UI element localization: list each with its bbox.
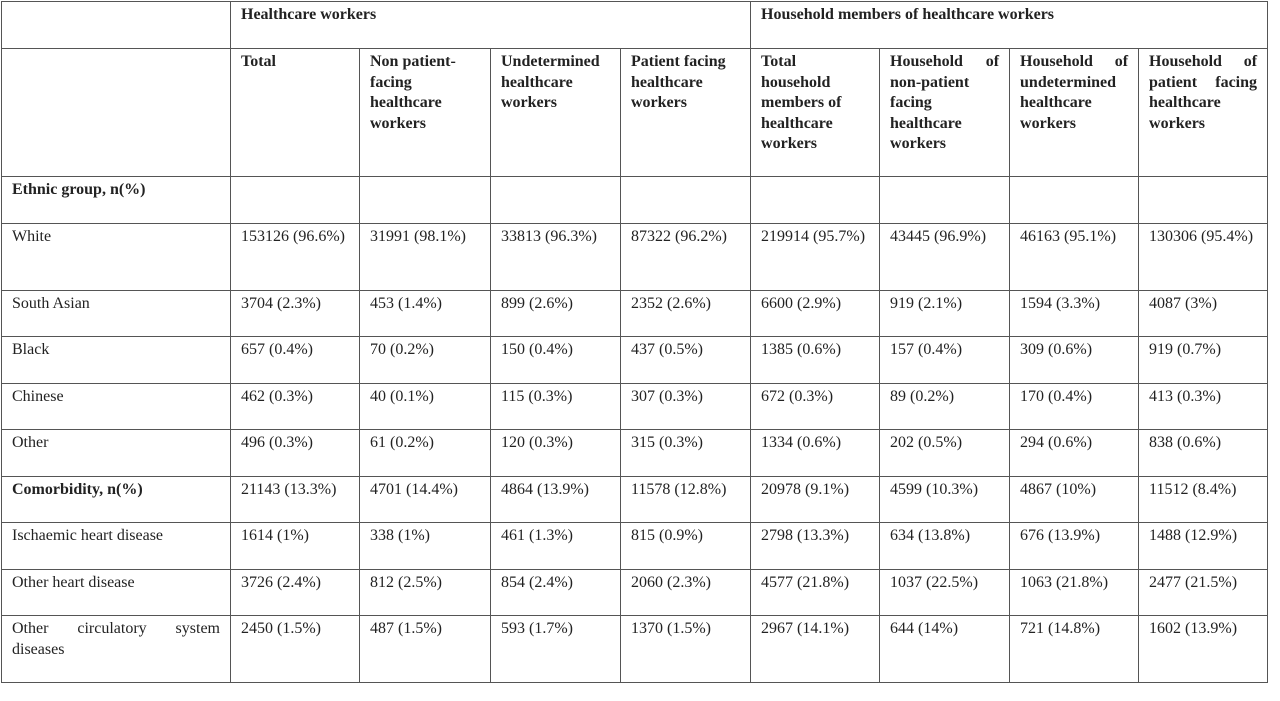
column-header: Household of patient facing healthcare workers: [1139, 49, 1268, 177]
table-cell: 1334 (0.6%): [751, 430, 880, 477]
column-header: Non patient-facing healthcare workers: [360, 49, 491, 177]
table-cell: 20978 (9.1%): [751, 477, 880, 523]
table-cell: 153126 (96.6%): [231, 224, 360, 291]
table-cell: 115 (0.3%): [491, 384, 621, 430]
row-label: Black: [2, 337, 231, 384]
table-cell: 838 (0.6%): [1139, 430, 1268, 477]
empty-cell: [621, 177, 751, 224]
table-cell: 437 (0.5%): [621, 337, 751, 384]
empty-cell: [880, 177, 1010, 224]
corner-cell: [2, 2, 231, 49]
table-row: [2, 291, 1268, 337]
table-cell: 40 (0.1%): [360, 384, 491, 430]
table-cell: 453 (1.4%): [360, 291, 491, 337]
table-cell: 919 (2.1%): [880, 291, 1010, 337]
table-cell: 2967 (14.1%): [751, 616, 880, 683]
table-cell: 1488 (12.9%): [1139, 523, 1268, 570]
row-label: Other circulatory system diseases: [2, 616, 231, 683]
table-cell: 413 (0.3%): [1139, 384, 1268, 430]
table-cell: 657 (0.4%): [231, 337, 360, 384]
table-cell: 919 (0.7%): [1139, 337, 1268, 384]
table-cell: 634 (13.8%): [880, 523, 1010, 570]
section-label: Comorbidity, n(%): [2, 477, 231, 523]
table-cell: 4864 (13.9%): [491, 477, 621, 523]
table-cell: 219914 (95.7%): [751, 224, 880, 291]
table-row: [2, 337, 1268, 384]
group-header-row: [2, 2, 1268, 49]
table-cell: 89 (0.2%): [880, 384, 1010, 430]
table-cell: 43445 (96.9%): [880, 224, 1010, 291]
section-row-ethnic-group: [2, 177, 1268, 224]
table-cell: 1614 (1%): [231, 523, 360, 570]
table-cell: 1385 (0.6%): [751, 337, 880, 384]
table-cell: 721 (14.8%): [1010, 616, 1139, 683]
table-cell: 461 (1.3%): [491, 523, 621, 570]
column-header: Total household members of healthcare workers: [751, 49, 880, 177]
row-label: South Asian: [2, 291, 231, 337]
table-cell: 87322 (96.2%): [621, 224, 751, 291]
table-cell: 487 (1.5%): [360, 616, 491, 683]
table-cell: 307 (0.3%): [621, 384, 751, 430]
row-label: Ischaemic heart disease: [2, 523, 231, 570]
column-header: Household of undetermined healthcare workers: [1010, 49, 1139, 177]
table-cell: 338 (1%): [360, 523, 491, 570]
table-cell: 315 (0.3%): [621, 430, 751, 477]
table-cell: 1594 (3.3%): [1010, 291, 1139, 337]
column-header: Patient facing healthcare workers: [621, 49, 751, 177]
table-cell: 1370 (1.5%): [621, 616, 751, 683]
group-header-household-members: Household members of healthcare workers: [751, 2, 1268, 49]
table-row: [2, 570, 1268, 616]
table-cell: 3704 (2.3%): [231, 291, 360, 337]
column-header: Household of non-patient facing healthcare workers: [880, 49, 1010, 177]
table-cell: 46163 (95.1%): [1010, 224, 1139, 291]
empty-cell: [491, 177, 621, 224]
table-row: [2, 430, 1268, 477]
table-cell: 1063 (21.8%): [1010, 570, 1139, 616]
column-header-label: [2, 49, 231, 177]
table-cell: 593 (1.7%): [491, 616, 621, 683]
table-cell: 6600 (2.9%): [751, 291, 880, 337]
table-cell: 11578 (12.8%): [621, 477, 751, 523]
column-header: Undetermined healthcare workers: [491, 49, 621, 177]
table-cell: 3726 (2.4%): [231, 570, 360, 616]
table-cell: 854 (2.4%): [491, 570, 621, 616]
table-row: [2, 224, 1268, 291]
table-cell: 130306 (95.4%): [1139, 224, 1268, 291]
table-cell: 496 (0.3%): [231, 430, 360, 477]
row-label: Chinese: [2, 384, 231, 430]
table-row: [2, 523, 1268, 570]
table-cell: 2798 (13.3%): [751, 523, 880, 570]
group-header-healthcare-workers: Healthcare workers: [231, 2, 751, 49]
table-cell: 2477 (21.5%): [1139, 570, 1268, 616]
row-label: Other: [2, 430, 231, 477]
table-cell: 2060 (2.3%): [621, 570, 751, 616]
table-cell: 4867 (10%): [1010, 477, 1139, 523]
table-cell: 2450 (1.5%): [231, 616, 360, 683]
table-cell: 812 (2.5%): [360, 570, 491, 616]
empty-cell: [1010, 177, 1139, 224]
table-cell: 899 (2.6%): [491, 291, 621, 337]
section-label: Ethnic group, n(%): [2, 177, 231, 224]
table-cell: 644 (14%): [880, 616, 1010, 683]
table-cell: 61 (0.2%): [360, 430, 491, 477]
table-row: [2, 384, 1268, 430]
table-cell: 462 (0.3%): [231, 384, 360, 430]
table-cell: 120 (0.3%): [491, 430, 621, 477]
table-cell: 21143 (13.3%): [231, 477, 360, 523]
table-cell: 2352 (2.6%): [621, 291, 751, 337]
table-cell: 4577 (21.8%): [751, 570, 880, 616]
empty-cell: [751, 177, 880, 224]
table-cell: 294 (0.6%): [1010, 430, 1139, 477]
table-cell: 309 (0.6%): [1010, 337, 1139, 384]
table-cell: 4599 (10.3%): [880, 477, 1010, 523]
table-cell: 4701 (14.4%): [360, 477, 491, 523]
table-cell: 1037 (22.5%): [880, 570, 1010, 616]
table-cell: 815 (0.9%): [621, 523, 751, 570]
table-cell: 33813 (96.3%): [491, 224, 621, 291]
empty-cell: [1139, 177, 1268, 224]
empty-cell: [360, 177, 491, 224]
table-cell: 70 (0.2%): [360, 337, 491, 384]
table-cell: 672 (0.3%): [751, 384, 880, 430]
table-cell: 202 (0.5%): [880, 430, 1010, 477]
table-cell: 31991 (98.1%): [360, 224, 491, 291]
section-row-comorbidity: [2, 477, 1268, 523]
table-cell: 4087 (3%): [1139, 291, 1268, 337]
table-cell: 11512 (8.4%): [1139, 477, 1268, 523]
table-cell: 150 (0.4%): [491, 337, 621, 384]
column-header-row: [2, 49, 1268, 177]
column-header: Total: [231, 49, 360, 177]
table-cell: 676 (13.9%): [1010, 523, 1139, 570]
demographics-table: [1, 1, 1268, 683]
row-label: Other heart disease: [2, 570, 231, 616]
table-row: [2, 616, 1268, 683]
table-cell: 1602 (13.9%): [1139, 616, 1268, 683]
table-cell: 170 (0.4%): [1010, 384, 1139, 430]
table-cell: 157 (0.4%): [880, 337, 1010, 384]
row-label: White: [2, 224, 231, 291]
empty-cell: [231, 177, 360, 224]
